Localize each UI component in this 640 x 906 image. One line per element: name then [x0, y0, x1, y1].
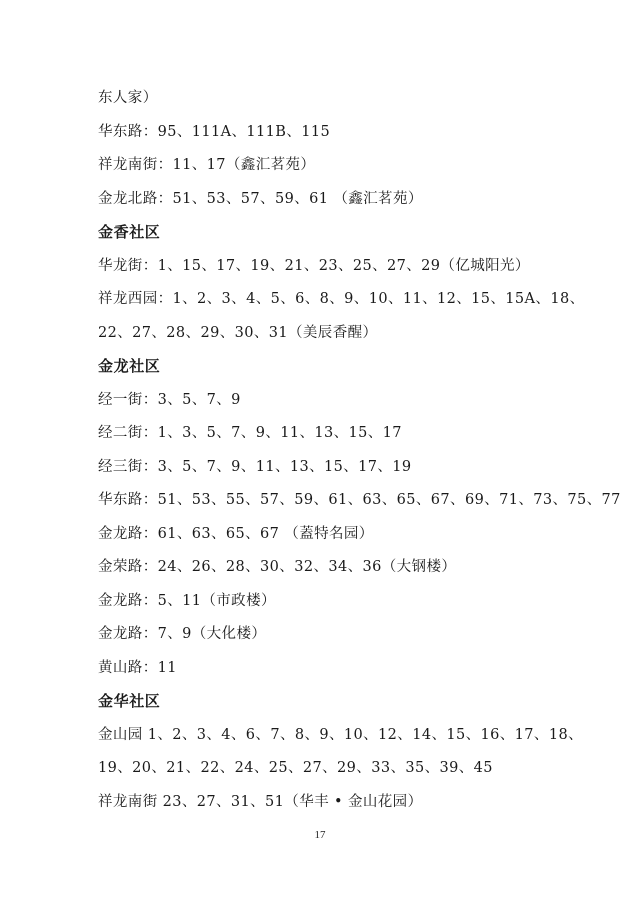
text-line: 金山园 1、2、3、4、6、7、8、9、10、12、14、15、16、17、18、 — [98, 726, 583, 743]
text-line: 金荣路：24、26、28、30、32、34、36（大钢楼） — [98, 559, 457, 575]
section-heading: 金华社区 — [98, 692, 161, 710]
text-line: 金龙路：7、9（大化楼） — [98, 626, 267, 642]
text-line: 金龙路：61、63、65、67 （蓋特名园） — [98, 525, 374, 542]
text-line: 经二街：1、3、5、7、9、11、13、15、17 — [98, 425, 402, 441]
text-line: 华龙街：1、15、17、19、21、23、25、27、29（亿城阳光） — [98, 257, 530, 274]
text-line: 19、20、21、22、24、25、27、29、33、35、39、45 — [98, 760, 493, 776]
text-line: 金龙路：5、11（市政楼） — [98, 592, 276, 609]
text-line: 22、27、28、29、30、31（美辰香醒） — [98, 324, 378, 341]
text-line: 黄山路：11 — [98, 659, 177, 676]
text-line: 华东路：51、53、55、57、59、61、63、65、67、69、71、73、75、77 — [98, 492, 621, 508]
text-line: 经一街：3、5、7、9 — [98, 391, 241, 408]
text-line: 华东路：95、111A、111B、115 — [98, 123, 331, 140]
text-line: 东人家） — [98, 90, 158, 106]
text-line: 祥龙西园：1、2、3、4、5、6、8、9、10、11、12、15、15A、18、 — [98, 291, 585, 307]
text-line: 金龙北路：51、53、57、59、61 （鑫汇茗苑） — [98, 190, 423, 207]
page-number: 17 — [314, 829, 326, 841]
text-line: 经三街：3、5、7、9、11、13、15、17、19 — [98, 458, 412, 475]
text-line: 祥龙南街 23、27、31、51（华丰 • 金山花园） — [98, 793, 423, 810]
section-heading: 金香社区 — [98, 223, 161, 241]
text-line: 祥龙南街：11、17（鑫汇茗苑） — [98, 157, 316, 173]
address-list — [98, 82, 621, 819]
section-heading: 金龙社区 — [98, 357, 161, 375]
